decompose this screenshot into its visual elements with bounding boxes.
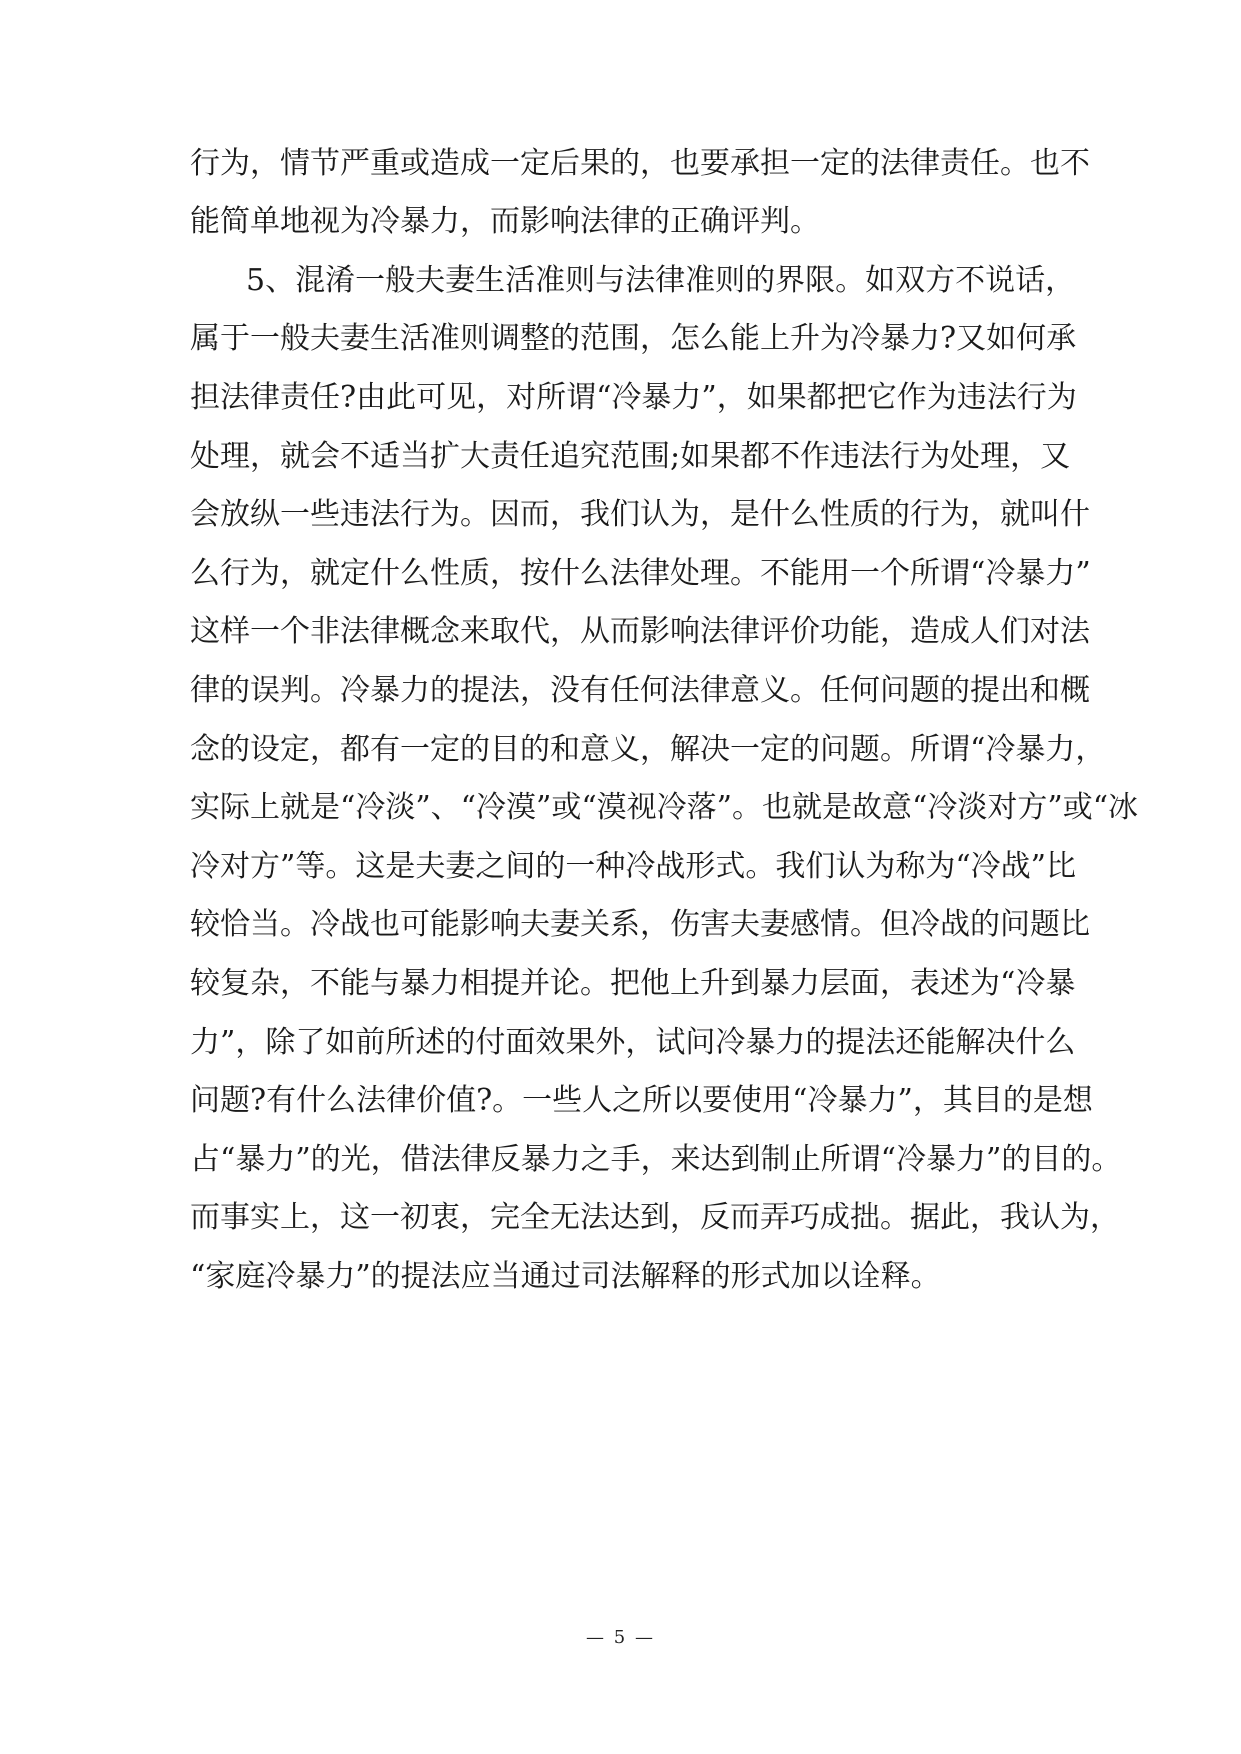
text-line: 而事实上，这一初衷，完全无法达到，反而弄巧成拙。据此，我认为， [190,1200,1120,1235]
text-line: 冷对方”等。这是夫妻之间的一种冷战形式。我们认为称为“冷战”比 [190,849,1077,884]
page-number: — 5 — [586,1627,655,1648]
text-line: 律的误判。冷暴力的提法，没有任何法律意义。任何问题的提出和概 [190,673,1090,708]
text-line: 占“暴力”的光，借法律反暴力之手，来达到制止所谓“冷暴力”的目的。 [190,1142,1122,1177]
text-line: 行为，情节严重或造成一定后果的，也要承担一定的法律责任。也不 [190,146,1090,181]
text-line: 问题?有什么法律价值?。一些人之所以要使用“冷暴力”，其目的是想 [190,1083,1093,1118]
text-line: 实际上就是“冷淡”、“冷漠”或“漠视冷落”。也就是故意“冷淡对方”或“冰 [190,790,1139,825]
text-line: “家庭冷暴力”的提法应当通过司法解释的形式加以诠释。 [190,1259,941,1294]
text-line: 会放纵一些违法行为。因而，我们认为，是什么性质的行为，就叫什 [190,497,1090,532]
text-line: 较复杂，不能与暴力相提并论。把他上升到暴力层面，表述为“冷暴 [190,966,1076,1001]
text-line: 5、混淆一般夫妻生活准则与法律准则的界限。如双方不说话， [246,263,1076,298]
text-line: 能简单地视为冷暴力，而影响法律的正确评判。 [190,204,820,239]
text-line: 念的设定，都有一定的目的和意义，解决一定的问题。所谓“冷暴力， [190,732,1106,767]
text-line: 较恰当。冷战也可能影响夫妻关系，伤害夫妻感情。但冷战的问题比 [190,907,1090,942]
text-line: 属于一般夫妻生活准则调整的范围，怎么能上升为冷暴力?又如何承 [190,321,1077,356]
text-line: 这样一个非法律概念来取代，从而影响法律评价功能，造成人们对法 [190,614,1090,649]
text-line: 么行为，就定什么性质，按什么法律处理。不能用一个所谓“冷暴力” [190,556,1091,591]
text-line: 担法律责任?由此可见，对所谓“冷暴力”，如果都把它作为违法行为 [190,380,1077,415]
text-line: 力”，除了如前所述的付面效果外，试问冷暴力的提法还能解决什么 [190,1025,1076,1060]
text-line: 处理，就会不适当扩大责任追究范围;如果都不作违法行为处理，又 [190,439,1071,474]
